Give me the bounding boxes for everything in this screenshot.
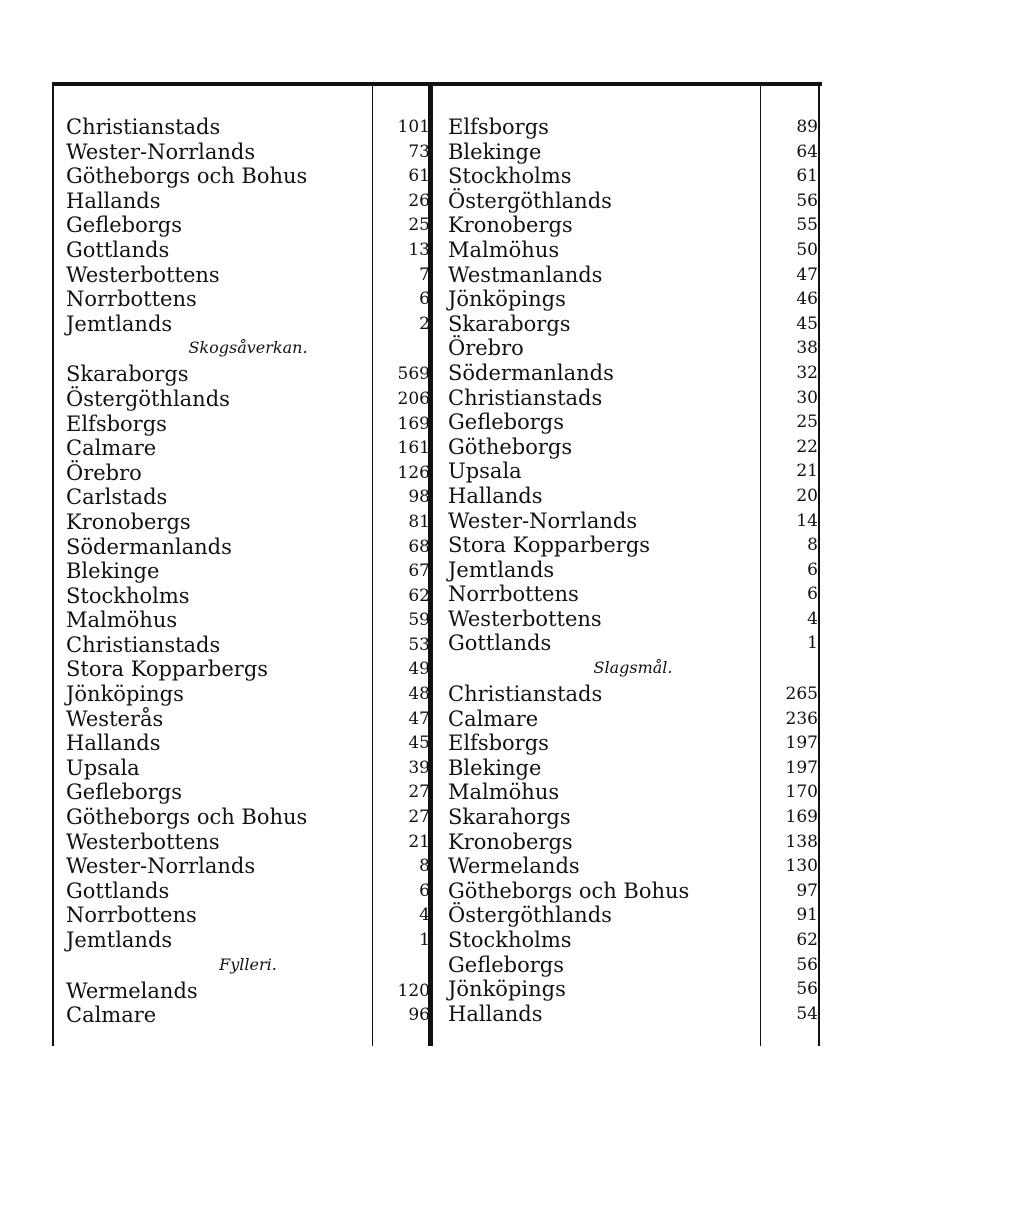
- table-row: [66, 879, 430, 904]
- table-row: [448, 928, 818, 953]
- count-value: 49: [408, 659, 430, 680]
- table-row: [66, 805, 430, 830]
- count-value: 14: [796, 510, 818, 531]
- count-value: 68: [408, 536, 430, 557]
- table-row: [448, 953, 818, 978]
- county-name: Götheborgs och Bohus: [448, 878, 690, 903]
- county-name: Malmöhus: [66, 608, 178, 633]
- table-row: [66, 707, 430, 732]
- county-name: Gottlands: [448, 631, 552, 656]
- count-value: 61: [796, 166, 818, 187]
- count-value: 6: [807, 559, 818, 580]
- table-row: [448, 631, 818, 656]
- count-value: 64: [796, 141, 818, 162]
- table-row: [66, 756, 430, 781]
- county-name: Wester-Norrlands: [448, 508, 638, 533]
- county-name: Wester-Norrlands: [66, 139, 256, 164]
- county-name: Norrbottens: [66, 287, 197, 312]
- county-name: Westerbottens: [66, 829, 220, 854]
- county-name: Elfsborgs: [66, 411, 167, 436]
- county-name: Kronobergs: [66, 509, 191, 534]
- county-name: Wermelands: [448, 854, 580, 879]
- table-row: [66, 189, 430, 214]
- county-name: Elfsborgs: [448, 115, 549, 139]
- table-row: [66, 1003, 430, 1028]
- county-name: Calmare: [66, 1003, 157, 1028]
- county-name: Blekinge: [448, 755, 542, 780]
- table-row: [66, 535, 430, 560]
- county-name: Upsala: [66, 755, 140, 780]
- county-name: Gottlands: [66, 878, 170, 903]
- county-name: Södermanlands: [448, 360, 614, 385]
- count-value: 46: [796, 289, 818, 310]
- county-name: Örebro: [66, 460, 142, 485]
- section-heading: Fylleri.: [219, 954, 277, 974]
- count-value: 96: [408, 1005, 430, 1026]
- count-value: 55: [796, 215, 818, 236]
- county-name: Södermanlands: [66, 534, 232, 559]
- table-row: [66, 263, 430, 288]
- table-row: [66, 115, 430, 140]
- count-value: 98: [408, 487, 430, 508]
- table-row: [66, 903, 430, 928]
- table-row: [448, 830, 818, 855]
- count-value: 126: [397, 462, 430, 483]
- table-row: [66, 485, 430, 510]
- count-value: 56: [796, 190, 818, 211]
- county-name: Stora Kopparbergs: [448, 533, 651, 558]
- table-row: [448, 756, 818, 781]
- table-row: [66, 780, 430, 805]
- count-value: 169: [397, 413, 430, 434]
- table-row: [66, 412, 430, 437]
- table-row: [66, 979, 430, 1004]
- table-row: [66, 387, 430, 412]
- table-row: [448, 213, 818, 238]
- table-row: [66, 559, 430, 584]
- county-name: Wermelands: [66, 978, 198, 1003]
- county-name: Gefleborgs: [448, 410, 564, 435]
- table-row: [448, 682, 818, 707]
- table-row: [448, 164, 818, 189]
- county-name: Jönköpings: [448, 287, 566, 312]
- table-row: [448, 731, 818, 756]
- count-value: 62: [408, 585, 430, 606]
- county-name: Östergöthlands: [66, 386, 230, 411]
- count-value: 6: [419, 880, 430, 901]
- table-row: [448, 582, 818, 607]
- county-name: Upsala: [448, 459, 522, 484]
- table-row: [448, 336, 818, 361]
- county-name: Gottlands: [66, 237, 170, 262]
- table-row: [448, 879, 818, 904]
- county-name: Westmanlands: [448, 262, 603, 287]
- table-row: [66, 238, 430, 263]
- count-value: 170: [785, 782, 818, 803]
- table-row: [448, 780, 818, 805]
- table-row: [448, 484, 818, 509]
- county-name: Calmare: [448, 706, 539, 731]
- table-row: [448, 115, 818, 140]
- table-row: [66, 287, 430, 312]
- county-name: Christianstads: [66, 632, 221, 657]
- table-row: [448, 509, 818, 534]
- count-value: 27: [408, 807, 430, 828]
- count-value: 101: [397, 117, 430, 137]
- county-name: Götheborgs och Bohus: [66, 164, 308, 189]
- table-row: [448, 607, 818, 632]
- count-value: 56: [796, 979, 818, 1000]
- county-name: Westerbottens: [448, 606, 602, 631]
- county-name: Skarahorgs: [448, 805, 571, 830]
- table-row: [66, 436, 430, 461]
- table-row: [66, 164, 430, 189]
- count-value: 53: [408, 634, 430, 655]
- count-value: 265: [785, 684, 818, 705]
- count-value: 138: [785, 831, 818, 852]
- count-value: 130: [785, 856, 818, 877]
- count-value: 39: [408, 757, 430, 778]
- table-row: [448, 386, 818, 411]
- count-value: 91: [796, 905, 818, 926]
- count-value: 6: [807, 584, 818, 605]
- table-row: [448, 459, 818, 484]
- count-value: 67: [408, 561, 430, 582]
- county-name: Stockholms: [66, 583, 190, 608]
- table-row: [448, 435, 818, 460]
- count-value: 50: [796, 239, 818, 260]
- count-value: 197: [785, 733, 818, 754]
- count-value: 73: [408, 141, 430, 162]
- count-value: 206: [397, 388, 430, 409]
- top-rule: [52, 82, 822, 86]
- count-value: 97: [796, 880, 818, 901]
- right-outer-rule: [818, 86, 820, 1046]
- table-row: [66, 657, 430, 682]
- county-name: Jönköpings: [448, 977, 566, 1002]
- count-value: 1: [419, 930, 430, 950]
- count-value: 2: [419, 313, 430, 334]
- county-name: Malmöhus: [448, 780, 560, 805]
- county-name: Christianstads: [66, 115, 221, 139]
- count-value: 169: [785, 807, 818, 828]
- count-value: 32: [796, 362, 818, 383]
- county-name: Norrbottens: [448, 582, 579, 607]
- county-name: Götheborgs: [448, 434, 573, 459]
- count-value: 89: [796, 117, 818, 137]
- count-value: 26: [408, 190, 430, 211]
- table-row: [448, 805, 818, 830]
- table-row: [448, 287, 818, 312]
- county-name: Christianstads: [448, 682, 603, 707]
- county-name: Christianstads: [448, 385, 603, 410]
- county-name: Kronobergs: [448, 213, 573, 238]
- left-column: [66, 115, 430, 1028]
- county-name: Wester-Norrlands: [66, 854, 256, 879]
- count-value: 4: [419, 905, 430, 926]
- county-name: Calmare: [66, 436, 157, 461]
- county-name: Östergöthlands: [448, 903, 612, 928]
- county-name: Westerås: [66, 706, 164, 731]
- count-value: 48: [408, 684, 430, 705]
- county-name: Malmöhus: [448, 237, 560, 262]
- county-name: Jemtlands: [66, 311, 173, 336]
- table-row: [66, 362, 430, 387]
- count-value: 47: [408, 708, 430, 729]
- table-row: [66, 682, 430, 707]
- count-value: 120: [397, 980, 430, 1001]
- count-value: 56: [796, 954, 818, 975]
- table-row: [448, 140, 818, 165]
- left-outer-rule: [52, 86, 54, 1046]
- count-value: 236: [785, 708, 818, 729]
- section-heading: Skogsåverkan.: [188, 338, 308, 358]
- county-name: Hallands: [448, 1001, 543, 1026]
- count-value: 21: [796, 461, 818, 482]
- table-row: [448, 854, 818, 879]
- table-row: [66, 928, 430, 953]
- county-name: Götheborgs och Bohus: [66, 805, 308, 830]
- right-column: [448, 115, 818, 1026]
- table-row: [66, 510, 430, 535]
- count-value: 13: [408, 239, 430, 260]
- count-value: 197: [785, 757, 818, 778]
- table-row: [66, 731, 430, 756]
- count-value: 61: [408, 166, 430, 187]
- county-name: Kronobergs: [448, 829, 573, 854]
- table-row: [448, 707, 818, 732]
- county-name: Blekinge: [448, 139, 542, 164]
- section-heading: Slagsmål.: [593, 658, 673, 678]
- county-name: Östergöthlands: [448, 188, 612, 213]
- count-value: 25: [796, 412, 818, 433]
- county-name: Carlstads: [66, 485, 168, 510]
- county-name: Skaraborgs: [448, 311, 571, 336]
- county-name: Örebro: [448, 336, 524, 361]
- table-row: [66, 584, 430, 609]
- count-value: 81: [408, 511, 430, 532]
- county-name: Westerbottens: [66, 262, 220, 287]
- count-value: 47: [796, 264, 818, 285]
- count-value: 1: [807, 633, 818, 654]
- count-value: 161: [397, 438, 430, 459]
- county-name: Jemtlands: [66, 928, 173, 952]
- table-row: [66, 633, 430, 658]
- count-value: 54: [796, 1003, 818, 1024]
- table-row: [448, 903, 818, 928]
- count-value: 59: [408, 610, 430, 631]
- count-value: 20: [796, 485, 818, 506]
- table-row: [66, 830, 430, 855]
- county-name: Elfsborgs: [448, 731, 549, 756]
- county-name: Stockholms: [448, 164, 572, 189]
- county-name: Stockholms: [448, 928, 572, 952]
- table-row: [66, 140, 430, 165]
- count-value: 27: [408, 782, 430, 803]
- county-name: Blekinge: [66, 559, 160, 584]
- table-row: [448, 410, 818, 435]
- county-name: Norrbottens: [66, 903, 197, 928]
- count-value: 8: [419, 856, 430, 877]
- county-name: Jemtlands: [448, 557, 555, 582]
- table-row: [448, 312, 818, 337]
- table-row: [448, 189, 818, 214]
- county-name: Gefleborgs: [66, 780, 182, 805]
- county-name: Hallands: [66, 731, 161, 756]
- county-name: Stora Kopparbergs: [66, 657, 269, 682]
- county-name: Skaraborgs: [66, 362, 189, 387]
- count-value: 45: [408, 733, 430, 754]
- count-value: 22: [796, 436, 818, 457]
- count-value: 21: [408, 831, 430, 852]
- count-value: 62: [796, 930, 818, 950]
- table-row: [448, 1002, 818, 1027]
- county-name: Hallands: [66, 188, 161, 213]
- table-row: [448, 263, 818, 288]
- table-row: [66, 312, 430, 337]
- count-value: 25: [408, 215, 430, 236]
- table-row: [448, 977, 818, 1002]
- count-value: 6: [419, 289, 430, 310]
- county-name: Hallands: [448, 483, 543, 508]
- table-row: [66, 608, 430, 633]
- count-value: 45: [796, 313, 818, 334]
- count-value: 8: [807, 535, 818, 556]
- table-row: [448, 558, 818, 583]
- count-value: 38: [796, 338, 818, 359]
- table-row: [66, 461, 430, 486]
- county-name: Jönköpings: [66, 682, 184, 707]
- count-value: 30: [796, 387, 818, 408]
- count-value: 569: [397, 364, 430, 385]
- table-row: [66, 213, 430, 238]
- count-value: 7: [419, 264, 430, 285]
- table-row: [448, 361, 818, 386]
- table-row: [66, 854, 430, 879]
- county-name: Gefleborgs: [66, 213, 182, 238]
- table-row: [448, 238, 818, 263]
- county-name: Gefleborgs: [448, 952, 564, 977]
- table-row: [448, 533, 818, 558]
- count-value: 4: [807, 608, 818, 629]
